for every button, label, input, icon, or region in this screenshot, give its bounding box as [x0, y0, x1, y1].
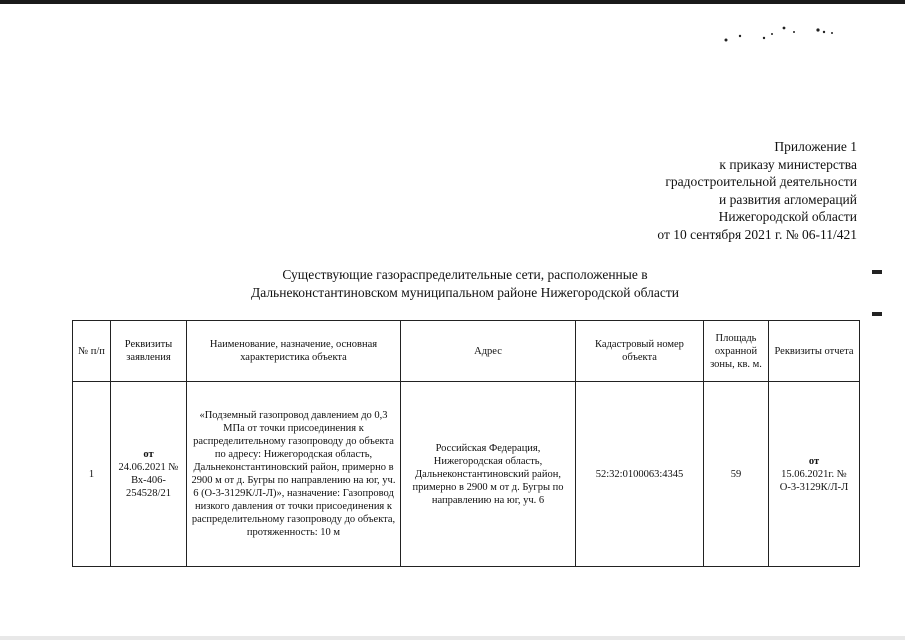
appendix-line: и развития агломераций — [718, 191, 857, 207]
appendix-line: от 10 сентября 2021 г. № 06-11/421 — [657, 226, 857, 242]
appendix-line: к приказу министерства — [719, 156, 857, 172]
cell-cadastral: 52:32:0100063:4345 — [576, 382, 704, 567]
cell-area: 59 — [704, 382, 769, 567]
header-cell-application: Реквизиты заявления — [111, 321, 187, 382]
header-cell-report: Реквизиты отчета — [769, 321, 860, 382]
cell-number: 1 — [73, 382, 111, 567]
appendix-line: Приложение 1 — [774, 139, 857, 154]
cell-report — [769, 382, 860, 567]
header-cell-cadastral: Кадастровый номер объекта — [576, 321, 704, 382]
report-date-prefix: от — [808, 455, 820, 467]
gas-network-table — [72, 320, 860, 567]
cell-address: Российская Федерация, Нижегородская область, Дальнеконстантиновский район, примерно в 2900 м от д. Бугры по направлению на юг, уч. 6 — [401, 382, 576, 567]
scan-noise-marks — [720, 22, 850, 48]
document-title-line-1: Существующие газораспределительные сети, расположенные в — [282, 267, 648, 282]
appendix-line: градостроительной деятельности — [665, 174, 857, 189]
scan-bottom-edge — [0, 636, 905, 640]
table-row — [73, 382, 860, 567]
cell-object: «Подземный газопровод давлением до 0,3 МПа от точки присоединения к распределительному газопроводу до объекта по адресу: Нижегородская область, Дальнеконстантиновский район, примерно в 2900 м от д. Бугры по направлению на юг, уч. 6 (О-3-3129К/Л-Л)», назначение: Газопровод низкого давления от точки присоединения к распределительному газопроводу до объекта, протяженность: 10 м — [187, 382, 401, 567]
appendix-line: Нижегородской области — [718, 209, 857, 224]
scan-side-mark — [872, 270, 882, 274]
document-title — [200, 266, 730, 302]
application-details: 24.06.2021 № Вх-406-254528/21 — [118, 462, 179, 499]
appendix-note — [657, 138, 857, 243]
scan-top-edge — [0, 0, 905, 4]
header-cell-address: Адрес — [401, 321, 576, 382]
document-title-line-2: Дальнеконстантиновском муниципальном районе Нижегородской области — [251, 285, 679, 300]
application-date-prefix: от — [143, 449, 154, 460]
cell-application — [111, 382, 187, 567]
table-header-row — [73, 321, 860, 382]
header-cell-area: Площадь охранной зоны, кв. м. — [704, 321, 769, 382]
header-cell-number: № п/п — [73, 321, 111, 382]
scan-side-mark — [872, 312, 882, 316]
header-cell-object: Наименование, назначение, основная характеристика объекта — [187, 321, 401, 382]
report-details: 15.06.2021г. № О-3-3129К/Л-Л — [779, 468, 849, 493]
